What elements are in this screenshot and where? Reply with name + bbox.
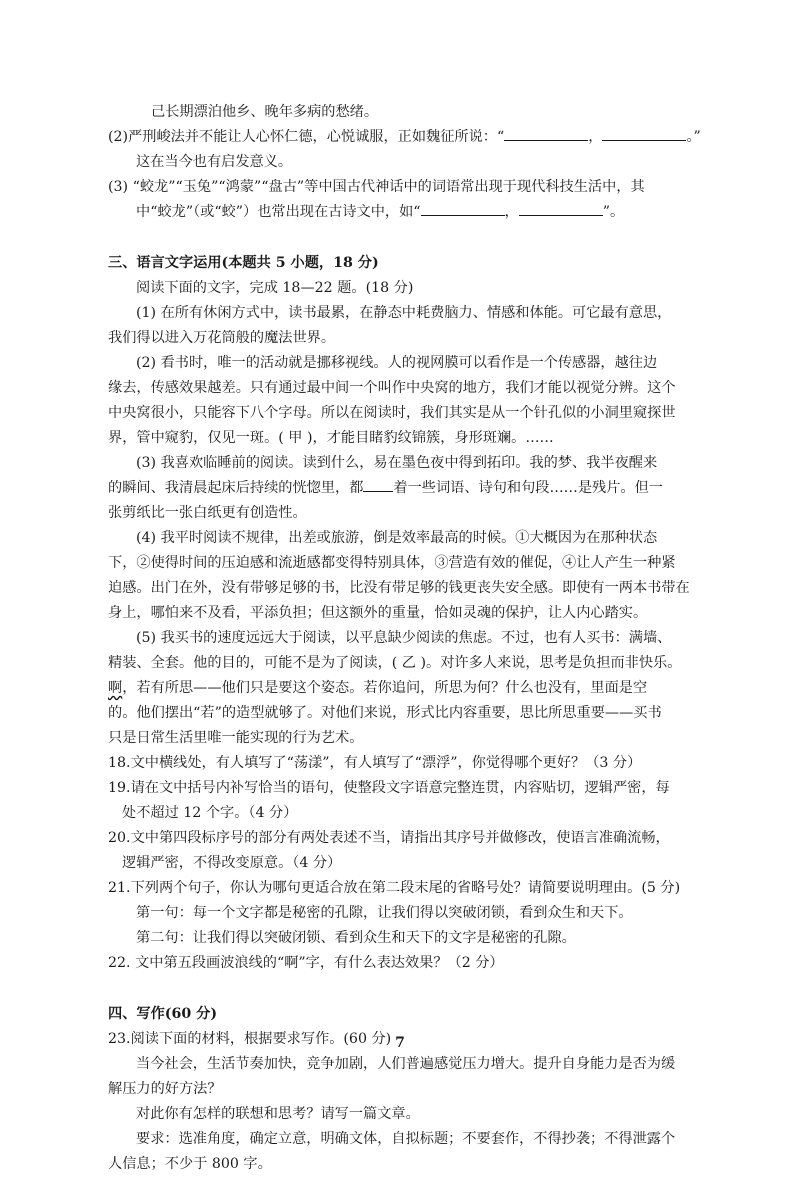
question-2-line-2: 这在当今也有启发意义。	[136, 154, 293, 170]
writing-prompt: 对此你有怎样的联想和思考？请写一篇文章。	[136, 1106, 420, 1122]
question-20-line-1: 20.文中第四段标序号的部分有两处表述不当，请指出其序号并做修改，使语言准确流畅，	[108, 830, 670, 846]
paragraph-5-text: ，若有所思——他们只是要这个姿态。若你追问，所思为何？什么也没有，里面是空	[122, 680, 648, 696]
requirements-line: 人信息；不少于 800 字。	[108, 1156, 272, 1172]
paragraph-3-text: 的瞬间、我清晨起床后持续的恍惚里，都	[108, 480, 364, 496]
paragraph-4-line: (4) 我平时阅读不规律，出差或旅游，倒是效率最高的时候。①大概因为在那种状态	[136, 530, 658, 546]
material-line: 当今社会，生活节奏加快，竞争加剧，人们普遍感觉压力增大。提升自身能力是否为缓	[136, 1056, 676, 1072]
fill-in-line[interactable]	[363, 479, 393, 492]
requirements-line: 要求：选准角度，确定立意，明确文体，自拟标题；不要套作，不得抄袭；不得泄露个	[136, 1131, 676, 1147]
question-3-line-2	[108, 200, 728, 225]
closing-quote: 。”	[686, 129, 701, 145]
paragraph-5-line: 精装、全套。他的目的，可能不是为了阅读，( 乙 )。对许多人来说，思考是负担而非快乐。	[108, 655, 682, 671]
question-19-line-1: 19.请在文中括号内补写恰当的语句，使整段文字语意完整连贯，内容贴切，逻辑严密，每	[108, 780, 670, 796]
paragraph-4-line: 迫感。出门在外，没有带够足够的书，比没有带足够的钱更丧失安全感。即使有一两本书带在	[108, 580, 690, 596]
question-21-sentence-1: 第一句：每一个文字都是秘密的孔隙，让我们得以突破闭锁，看到众生和天下。	[136, 905, 633, 921]
continuation-line: 己长期漂泊他乡、晚年多病的愁绪。	[151, 104, 379, 120]
paragraph-2-line: 界，管中窥豹，仅见一斑。( 甲 )，才能目睹豹纹锦簇，身形斑斓。……	[108, 430, 554, 446]
question-23: 23.阅读下面的材料，根据要求写作。(60 分)	[108, 1031, 392, 1047]
paragraph-2-line: (2) 看书时，唯一的活动就是挪移视线。人的视网膜可以看作是一个传感器，越往边	[136, 355, 658, 371]
closing-quote: ”。	[602, 204, 625, 220]
separator: ，	[588, 129, 603, 145]
paragraph-3-line	[108, 476, 728, 501]
paragraph-5-line: (5) 我买书的速度远远大于阅读，以平息缺少阅读的焦虑。不过，也有人买书：满墙、	[136, 630, 672, 646]
answer-blank[interactable]	[519, 201, 603, 216]
question-18: 18.文中横线处，有人填写了“荡漾”，有人填写了“漂浮”，你觉得哪个更好？（3 分）	[108, 755, 642, 771]
paragraph-2-line: 中央窝很小，只能容下八个字母。所以在阅读时，我们其实是从一个针孔似的小洞里窥探世	[108, 405, 676, 421]
paragraph-5-line	[108, 676, 728, 701]
answer-blank[interactable]	[602, 126, 686, 141]
paragraph-3-line: 张剪纸比一张白纸更有创造性。	[108, 505, 307, 521]
question-3-text: 中“蛟龙”（或“蛟”）也常出现在古诗文中，如“	[136, 204, 421, 220]
question-21-sentence-2: 第二句：让我们得以突破闭锁、看到众生和天下的文字是秘密的孔隙。	[136, 930, 576, 946]
separator: ，	[504, 204, 519, 220]
paragraph-2-line: 缘去，传感效果越差。只有通过最中间一个叫作中央窝的地方，我们才能以视觉分辨。这个	[108, 380, 676, 396]
section-4-title: 四、写作(60 分)	[108, 1006, 218, 1022]
question-22: 22. 文中第五段画波浪线的“啊”字，有什么表达效果？（2 分）	[108, 955, 504, 971]
question-2-line-1	[108, 125, 728, 150]
question-2-text: (2)严刑峻法并不能让人心怀仁德，心悦诚服，正如魏征所说：“	[108, 129, 505, 145]
paragraph-1-line: 我们得以进入万花筒般的魔法世界。	[108, 330, 336, 346]
paragraph-4-line: 身上，哪怕来不及看，平添负担；但这额外的重量，恰如灵魂的保护，让人内心踏实。	[108, 605, 648, 621]
paragraph-4-line: 下，②使得时间的压迫感和流逝感都变得特别具体，③营造有效的催促，④让人产生一种紧	[108, 555, 676, 571]
paragraph-3-line: (3) 我喜欢临睡前的阅读。读到什么，易在墨色夜中得到拓印。我的梦、我半夜醒来	[136, 455, 658, 471]
material-line: 解压力的好方法？	[108, 1081, 222, 1097]
wavy-underlined-word: 啊	[108, 680, 123, 696]
answer-blank[interactable]	[421, 201, 505, 216]
question-20-line-2: 逻辑严密，不得改变原意。（4 分）	[122, 855, 342, 871]
paragraph-3-text: 着一些词语、诗句和句段……是残片。但一	[393, 480, 663, 496]
question-19-line-2: 处不超过 12 个字。（4 分）	[122, 805, 298, 821]
answer-blank[interactable]	[504, 126, 588, 141]
question-3-line-1: (3) “蛟龙”“玉兔”“鸿蒙”“盘古”等中国古代神话中的词语常出现于现代科技生活中，其	[108, 179, 645, 195]
page-number: 7	[395, 1035, 405, 1051]
paragraph-1-line: (1) 在所有休闲方式中，读书最累，在静态中耗费脑力、情感和体能。可它最有意思，	[136, 305, 672, 321]
paragraph-5-line: 的。他们摆出“若”的造型就够了。对他们来说，形式比内容重要，思比所思重要——买书	[108, 705, 662, 721]
paragraph-5-line: 只是日常生活里唯一能实现的行为艺术。	[108, 730, 364, 746]
question-21: 21.下列两个句子，你认为哪句更适合放在第二段末尾的省略号处？请简要说明理由。(5 分)	[108, 880, 681, 896]
section-3-intro: 阅读下面的文字，完成 18—22 题。(18 分)	[136, 280, 414, 296]
section-3-title: 三、语言文字运用(本题共 5 小题，18 分)	[108, 255, 379, 271]
